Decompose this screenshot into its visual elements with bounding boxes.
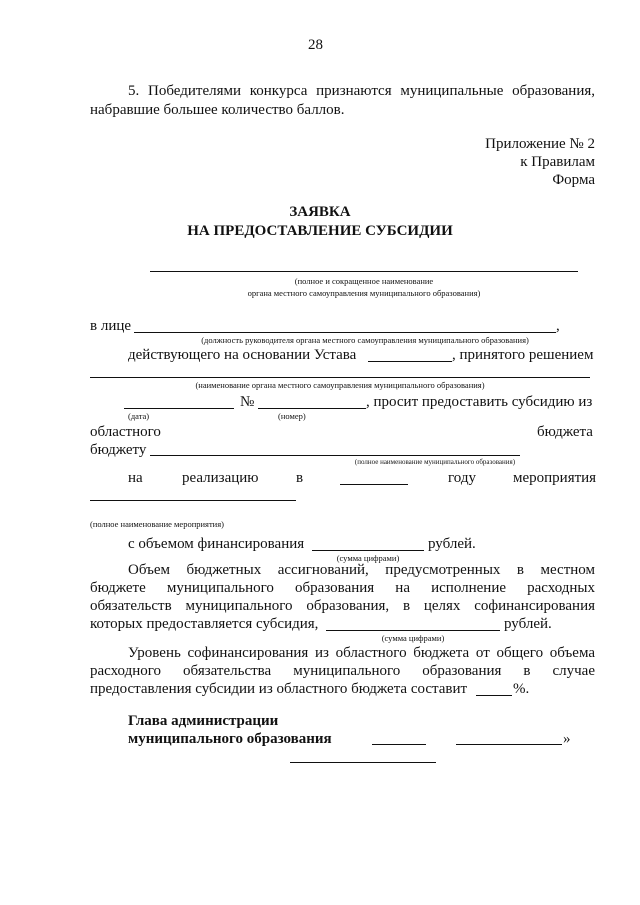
impl-w1: на [128, 470, 143, 486]
cofin-line1: Уровень софинансирования из областного бюджета от общего объема [128, 645, 595, 661]
municipality-field[interactable] [150, 455, 520, 456]
impl-w2: реализацию [182, 470, 259, 486]
date-field[interactable] [124, 408, 234, 409]
number-sign: № [240, 394, 255, 410]
event-caption: (полное наименование мероприятия) [90, 519, 224, 529]
budget-word2: бюджета [537, 424, 593, 440]
para5-line1: 5. Победителями конкурса признаются муниципальные образования, [128, 83, 595, 99]
municipality-caption: (полное наименование муниципального образования) [354, 458, 516, 466]
impl-w3: в [296, 470, 304, 486]
org-name-field[interactable] [150, 271, 578, 272]
alloc-line1: Объем бюджетных ассигнований, предусмотренных в местном [128, 562, 595, 578]
alloc-amount-field[interactable] [326, 630, 500, 631]
year-field[interactable] [340, 484, 408, 485]
alloc-line4-prefix: которых предоставляется субсидия, [90, 616, 319, 632]
person-suffix: , [556, 318, 560, 334]
cofin-percent-field[interactable] [476, 695, 512, 696]
impl-w5: мероприятия [513, 470, 597, 486]
signature-line2: муниципального образования [128, 731, 332, 747]
form-title: ЗАЯВКА [289, 204, 351, 220]
person-prefix: в лице [90, 318, 132, 334]
cofin-line3-prefix: предоставления субсидии из областного бюджета составит [90, 681, 468, 697]
financing-prefix: с объемом финансирования [128, 536, 305, 552]
cofin-line2: расходного обязательства муниципального образования в случае [90, 663, 595, 679]
decision-text: , принятого решением [452, 347, 594, 363]
financing-caption: (сумма цифрами) [336, 553, 400, 563]
form-subtitle: НА ПРЕДОСТАВЛЕНИЕ СУБСИДИИ [187, 223, 453, 239]
signature-date-field[interactable] [290, 762, 436, 763]
number-field[interactable] [258, 408, 366, 409]
para5-line2: набравшие большее количество баллов. [90, 102, 345, 118]
signature-line1: Глава администрации [128, 713, 279, 729]
signature-field[interactable] [372, 744, 426, 745]
alloc-line2: бюджете муниципального образования на исполнение расходных [90, 580, 595, 596]
position-field[interactable] [134, 332, 556, 333]
body-caption: (наименование органа местного самоуправления муниципального образования) [195, 380, 485, 390]
page-number: 28 [308, 37, 323, 53]
cofin-line3-suffix: %. [513, 681, 530, 697]
signature-quote: » [563, 731, 571, 747]
financing-amount-field[interactable] [312, 550, 424, 551]
appendix-line1: Приложение № 2 [485, 136, 595, 152]
impl-w4: году [448, 470, 476, 486]
alloc-line4-suffix: рублей. [504, 616, 552, 632]
alloc-caption: (сумма цифрами) [381, 633, 445, 643]
org-caption-line1: (полное и сокращенное наименование [294, 276, 434, 286]
budget-line2: бюджету [90, 442, 147, 458]
body-name-field[interactable] [90, 377, 590, 378]
appendix-line3: Форма [552, 172, 595, 188]
signature-name-field[interactable] [456, 744, 562, 745]
number-caption: (номер) [278, 411, 306, 421]
financing-suffix: рублей. [428, 536, 476, 552]
alloc-line3: обязательств муниципального образования, в целях софинансирования [90, 598, 595, 614]
position-caption: (должность руководителя органа местного самоуправления муниципального образования) [201, 335, 529, 345]
budget-word1: областного [90, 424, 161, 440]
request-text: , просит предоставить субсидию из [366, 394, 593, 410]
org-caption-line2: органа местного самоуправления муниципального образования) [247, 288, 481, 298]
acting-text: действующего на основании Устава [128, 347, 357, 363]
date-caption: (дата) [128, 411, 150, 421]
event-field[interactable] [90, 500, 296, 501]
appendix-line2: к Правилам [520, 154, 595, 170]
charter-field[interactable] [368, 361, 452, 362]
